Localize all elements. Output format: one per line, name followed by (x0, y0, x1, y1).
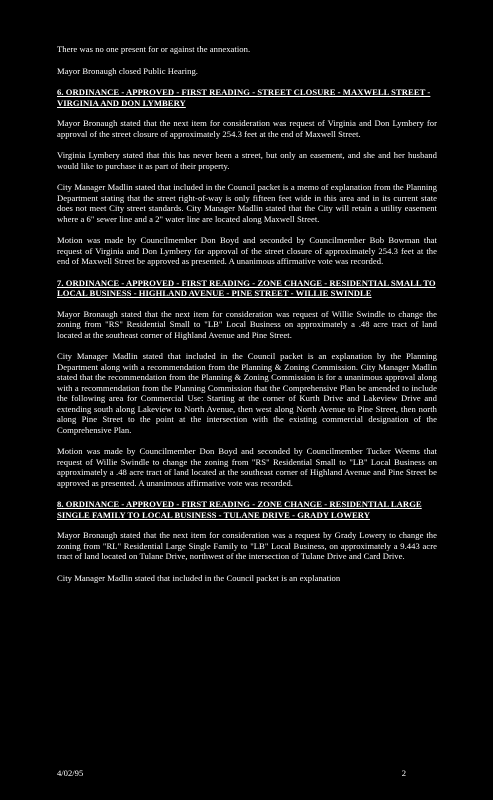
page-number: 2 (401, 768, 406, 778)
agenda-heading-7: 7. ORDINANCE - APPROVED - FIRST READING - ZONE CHANGE - RESIDENTIAL SMALL TO LOCAL BUSINESS - HIGHLAND AVENUE - PINE STREET - WILLIE SWINDLE (57, 277, 436, 298)
agenda-heading-6: 6. ORDINANCE - APPROVED - FIRST READING - STREET CLOSURE - MAXWELL STREET - VIRGINIA AND DON LYMBERY (57, 87, 431, 108)
paragraph-item7-manager: City Manager Madlin stated that included in the Council packet is an explanation by the Planning Department along with a recommendation from the Planning & Zoning Commission. City Manager Madlin stated that the recommendation from the Planning & Zoning Commission is for a unanimous approval along with a recommendation from the Planning Commission that the Comprehensive Plan be amended to include the following area for Commercial Use: Starting at the corner of Kurth Drive and Lakeview Drive and extending south along Lakeview to North Avenue, then west along North Avenue to Pine Street, then north along Pine Street to the point at the intersection with the existing commercial designation of the Comprehensive Plan. (57, 351, 437, 435)
paragraph-item7-motion: Motion was made by Councilmember Don Boyd and seconded by Councilmember Tucker Weems that request of Willie Swindle to change the zoning from "RS" Residential Small to "LB" Local Business on approximately a .48 acre tract of land located at the southeast corner of Highland Avenue and Pine Street be approved as presented. A unanimous affirmative vote was recorded. (57, 446, 437, 488)
agenda-heading-8: 8. ORDINANCE - APPROVED - FIRST READING - ZONE CHANGE - RESIDENTIAL LARGE SINGLE FAMILY TO LOCAL BUSINESS - TULANE DRIVE - GRADY LOWERY (57, 499, 422, 520)
footer-date: 4/02/95 (57, 768, 84, 778)
paragraph-closed-hearing: Mayor Bronaugh closed Public Hearing. (57, 65, 198, 76)
paragraph-item7-intro: Mayor Bronaugh stated that the next item for consideration was request of Willie Swindle to change the zoning from "RS" Residential Small to "LB" Local Business on approximately a .48 acre tract of land located at the southeast corner of Highland Avenue and Pine Street. (57, 308, 437, 340)
document-body (57, 44, 437, 594)
paragraph-item6-motion: Motion was made by Councilmember Don Boyd and seconded by Councilmember Bob Bowman that request of Virginia and Don Lymbery for approval of the street closure of approximately 254.3 feet at the end of Maxwell Street be approved as presented. A unanimous affirmative vote was recorded. (57, 235, 437, 266)
paragraph-item8-intro: Mayor Bronaugh stated that the next item for consideration was a request by Grady Lowery to change the zoning from "RL" Residential Large Single Family to "LB" Local Business, on approximately a 9.443 acre tract of land located on Tulane Drive, northwest of the intersection of Tulane Drive and Card Drive. (57, 530, 437, 561)
paragraph-item8-manager: City Manager Madlin stated that included in the Council packet is an explanation (57, 572, 341, 583)
paragraph-no-one-present: There was no one present for or against the annexation. (57, 44, 251, 54)
paragraph-item6-manager: City Manager Madlin stated that included in the Council packet is a memo of explanation from the Planning Department stating that the street right-of-way is only fifteen feet wide in this area and in its current state does not meet City street standards. City Manager Madlin stated that the City will retain a utility easement where a 6" sewer line and a 2" water line are located along Maxwell Street. (57, 182, 437, 224)
paragraph-item6-lymbery: Virginia Lymbery stated that this has never been a street, but only an easement, and she and her husband would like to purchase it as part of their property. (57, 150, 437, 171)
paragraph-item6-intro: Mayor Bronaugh stated that the next item for consideration was request of Virginia and Don Lymbery for approval of the street closure of approximately 254.3 feet at the end of Maxwell Street. (57, 118, 437, 139)
